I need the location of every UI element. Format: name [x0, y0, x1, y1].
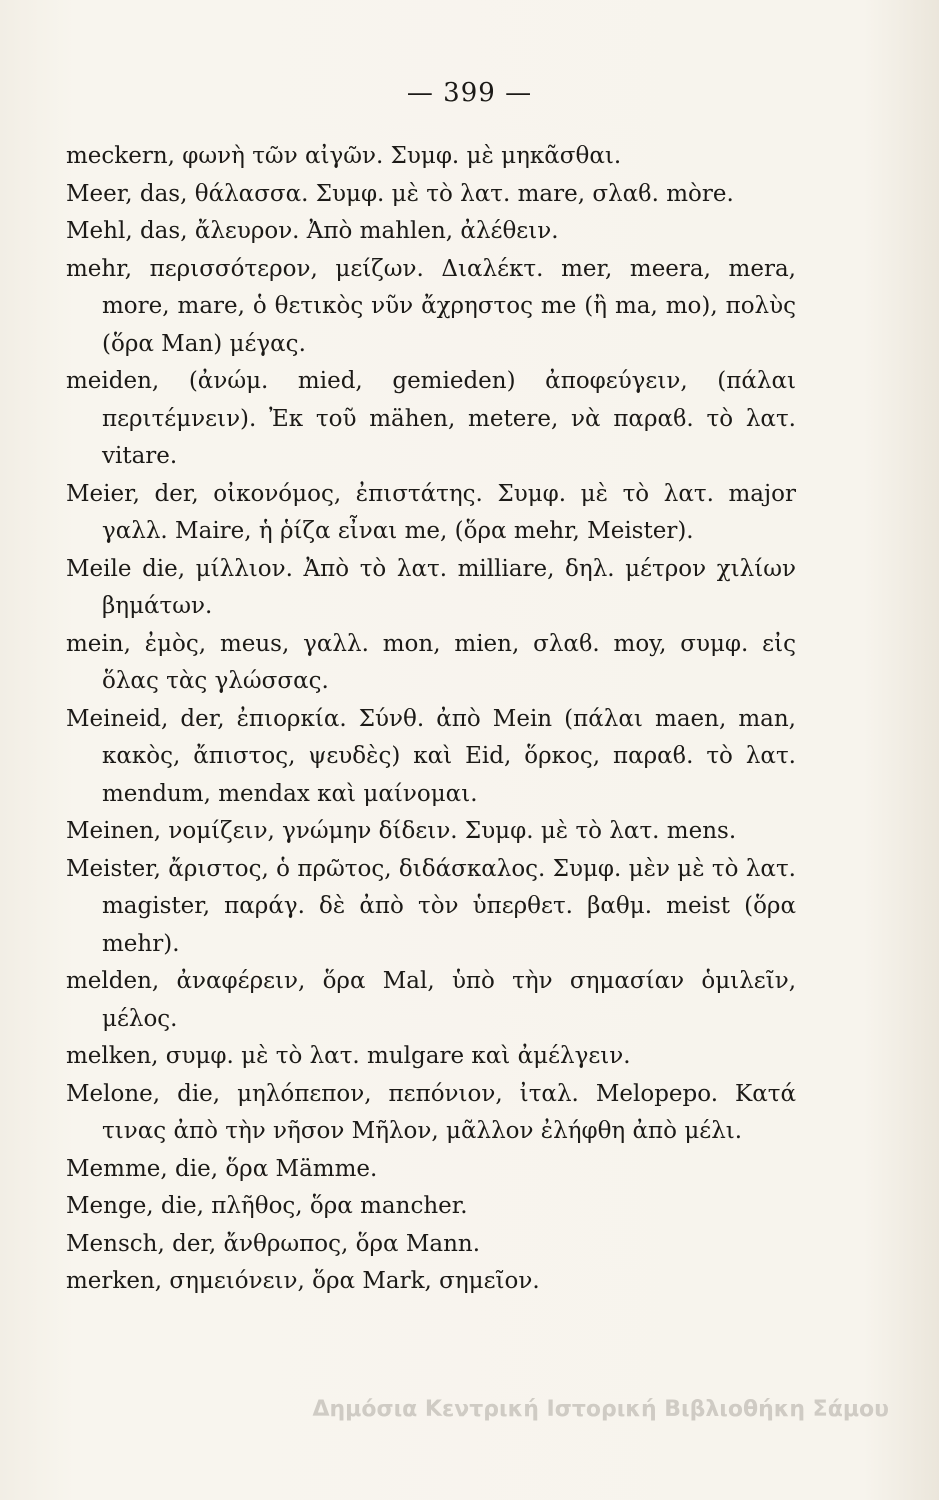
- dictionary-entry: merken, σημειόνειν, ὅρα Mark, σημεῖον.: [66, 1268, 540, 1294]
- dictionary-entry: melken, συμφ. μὲ τὸ λατ. mulgare καὶ ἀμέλγειν.: [66, 1043, 631, 1069]
- dictionary-entry: Meier, der, οἰκονόμος, ἐπιστάτης. Συμφ. μὲ τὸ λατ. major γαλλ. Maire, ἡ ῥίζα εἶναι me, (ὅρα mehr, Meister).: [66, 480, 796, 544]
- dictionary-entry: Mensch, der, ἄνθρωπος, ὅρα Mann.: [66, 1230, 481, 1257]
- dictionary-entry: mehr, περισσότερον, μείζων. Διαλέκτ. mer, meera, mera, more, mare, ὁ θετικὸς νῦν ἄχρηστος me (ἢ ma, mo), πολὺς (ὅρα Man) μέγας.: [66, 255, 796, 357]
- dictionary-entry: Melone, die, μηλόπεπον, πεπόνιον, ἰταλ. Melopepo. Κατά τινας ἀπὸ τὴν νῆσον Μῆλον, μᾶλλον ἐλήφθη ἀπὸ μέλι.: [66, 1080, 796, 1144]
- dictionary-entries: [66, 138, 796, 1301]
- dictionary-entry: mein, ἐμὸς, meus, γαλλ. mon, mien, σλαϐ. moy, συμφ. εἰς ὅλας τὰς γλώσσας.: [66, 630, 796, 694]
- dictionary-entry: Meineid, der, ἐπιορκία. Σύνθ. ἀπὸ Mein (πάλαι maen, man, κακὸς, ἄπιστος, ψευδὲς) καὶ Eid, ὅρκος, παραϐ. τὸ λατ. mendum, mendax καὶ μαίνομαι.: [66, 705, 796, 807]
- dictionary-entry: Meer, das, θάλασσα. Συμφ. μὲ τὸ λατ. mare, σλαϐ. mòre.: [66, 180, 734, 207]
- dictionary-entry: Meinen, νομίζειν, γνώμην δίδειν. Συμφ. μὲ τὸ λατ. mens.: [66, 818, 737, 844]
- dictionary-entry: Memme, die, ὅρα Mämme.: [66, 1155, 378, 1182]
- dictionary-entry: Meile die, μίλλιον. Ἀπὸ τὸ λατ. milliare, δηλ. μέτρον χιλίων βημάτων.: [66, 555, 796, 619]
- dictionary-entry: Menge, die, πλῆθος, ὅρα mancher.: [66, 1193, 468, 1219]
- dictionary-entry: Mehl, das, ἄλευρον. Ἀπὸ mahlen, ἀλέθειν.: [66, 218, 559, 244]
- dictionary-entry: meckern, φωνὴ τῶν αἰγῶν. Συμφ. μὲ μηκᾶσθαι.: [66, 143, 622, 169]
- library-watermark: Δημόσια Κεντρική Ιστορική Βιβλιοθήκη Σάμου: [312, 1397, 889, 1422]
- page-number: — 399 —: [406, 78, 533, 108]
- dictionary-entry: meiden, (ἀνώμ. mied, gemieden) ἀποφεύγειν, (πάλαι περιτέμνειν). Ἐκ τοῦ mähen, metere, νὰ παραϐ. τὸ λατ. vitare.: [66, 368, 796, 469]
- dictionary-entry: Meister, ἄριστος, ὁ πρῶτος, διδάσκαλος. Συμφ. μὲν μὲ τὸ λατ. magister, παράγ. δὲ ἀπὸ τὸν ὑπερθετ. βαθμ. meist (ὅρα mehr).: [66, 855, 796, 957]
- dictionary-entry: melden, ἀναφέρειν, ὅρα Mal, ὑπὸ τὴν σημασίαν ὁμιλεῖν, μέλος.: [66, 968, 796, 1032]
